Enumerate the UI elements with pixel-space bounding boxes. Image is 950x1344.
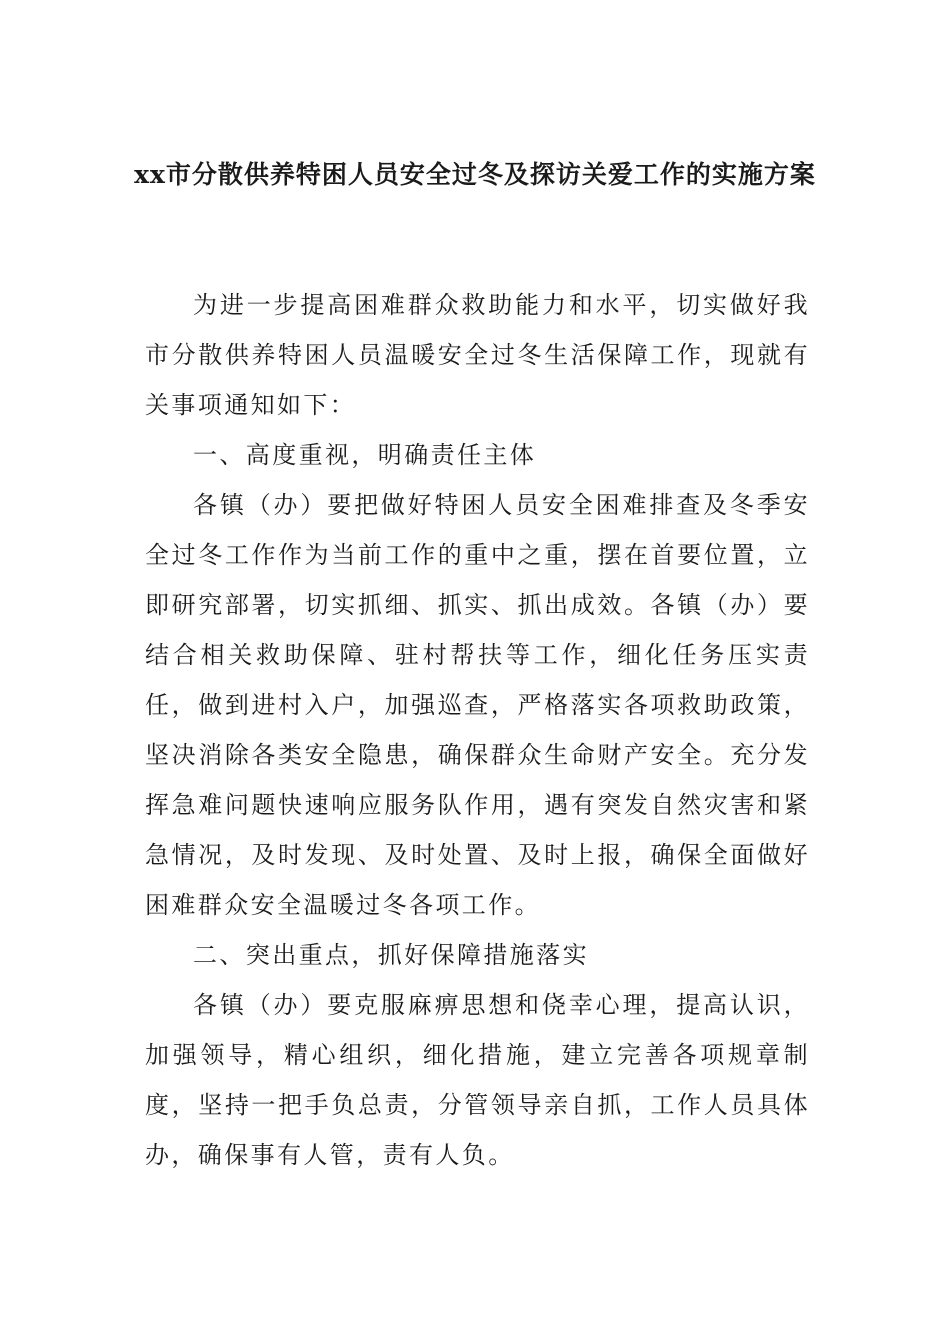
section-heading-2: 二、突出重点，抓好保障措施落实	[193, 941, 589, 969]
section-2-paragraph: 各镇（办）要克服麻痹思想和侥幸心理，提高认识，加强领导，精心组织，细化措施，建立完善各项规章制度，坚持一把手负总责，分管领导亲自抓，工作人员具体办，确保事有人管，责有人负。	[145, 991, 810, 1169]
section-heading-1: 一、高度重视，明确责任主体	[193, 441, 537, 469]
document-title: xx市分散供养特困人员安全过冬及探访关爱工作的实施方案	[134, 160, 816, 189]
section-1-paragraph: 各镇（办）要把做好特困人员安全困难排查及冬季安全过冬工作作为当前工作的重中之重，摆在首要位置，立即研究部署，切实抓细、抓实、抓出成效。各镇（办）要结合相关救助保障、驻村帮扶等工作，细化任务压实责任，做到进村入户，加强巡查，严格落实各项救助政策，坚决消除各类安全隐患，确保群众生命财产安全。充分发挥急难问题快速响应服务队作用，遇有突发自然灾害和紧急情况，及时发现、及时处置、及时上报，确保全面做好困难群众安全温暖过冬各项工作。	[145, 491, 810, 919]
document-body	[145, 280, 810, 1180]
intro-paragraph: 为进一步提高困难群众救助能力和水平，切实做好我市分散供养特困人员温暖安全过冬生活保障工作，现就有关事项通知如下：	[145, 291, 810, 419]
